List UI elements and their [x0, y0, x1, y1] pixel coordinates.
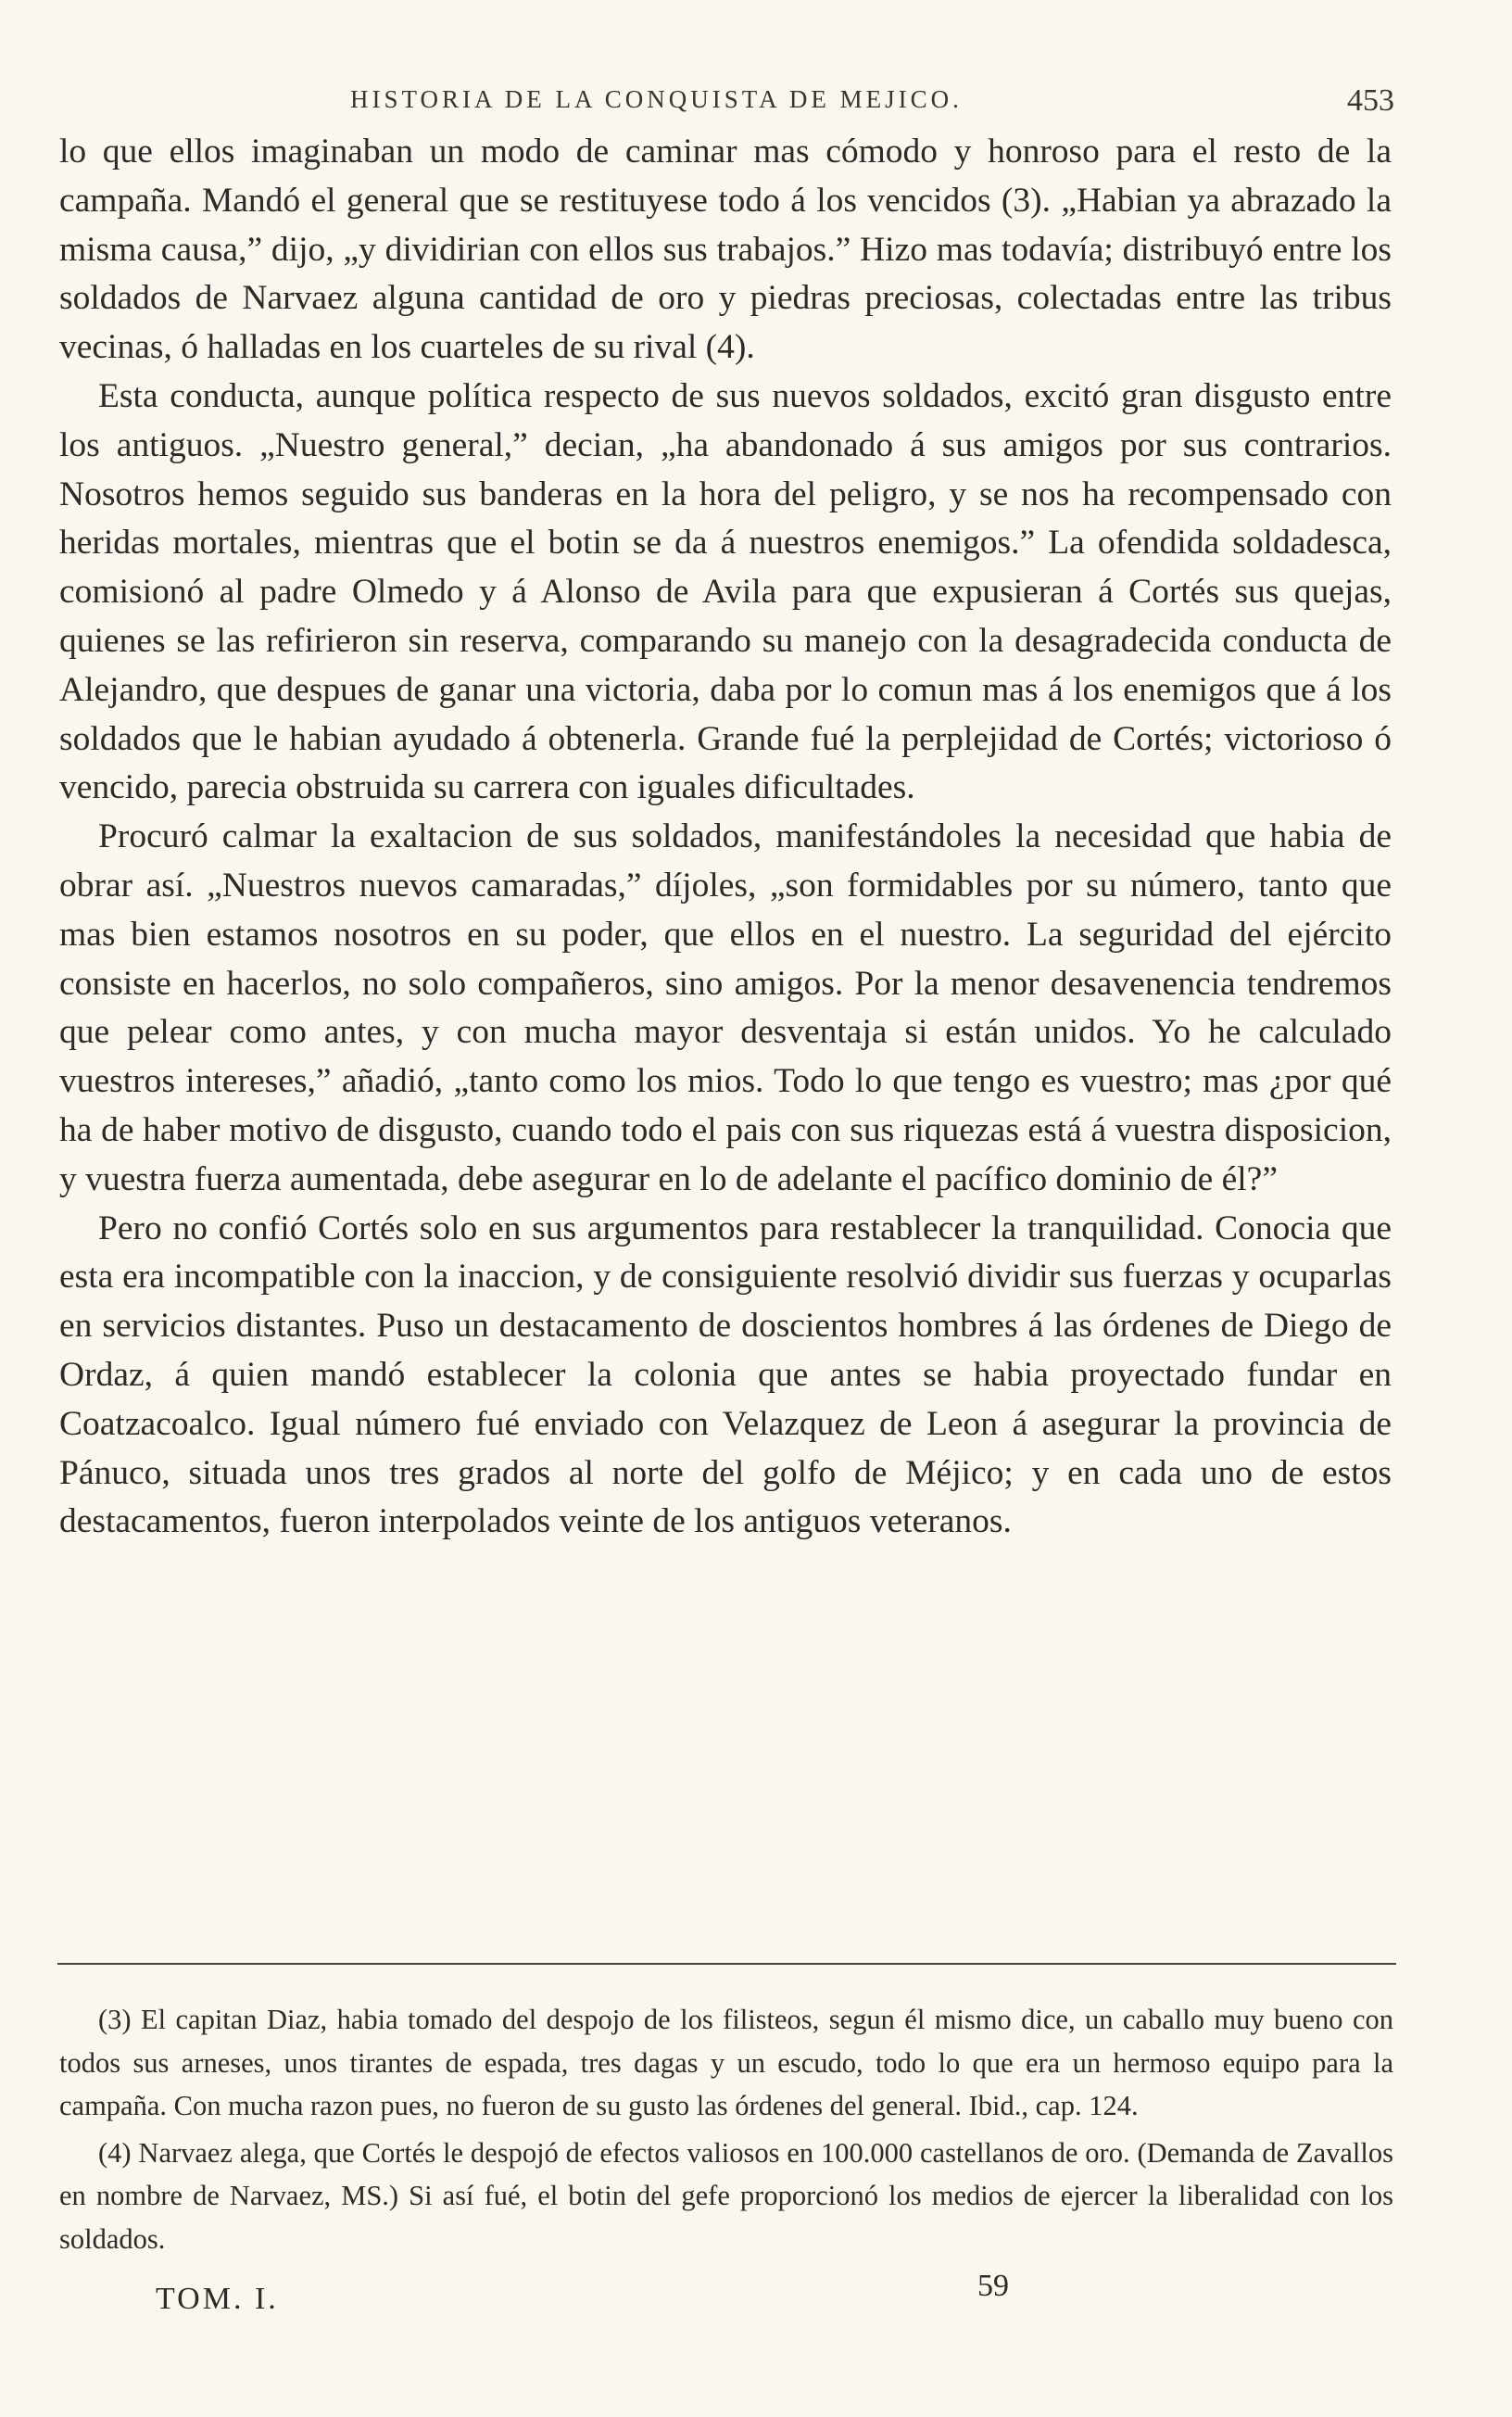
footnote-divider — [57, 1963, 1396, 1965]
footnotes — [59, 1998, 1393, 2264]
sheet-number: 59 — [977, 2269, 1009, 2303]
page-header — [0, 85, 1512, 130]
page-number: 453 — [1347, 83, 1394, 118]
main-text — [59, 128, 1392, 1547]
footnote: (4) Narvaez alega, que Cortés le despojó de efectos valiosos en 100.000 castellanos de oro. (Demanda de Zavallos en nombre de Narvaez, MS.) Si así fué, el botin del gefe proporcionó los medios de ejercer la liberalidad con los soldados. — [59, 2136, 1393, 2255]
paragraph: lo que ellos imaginaban un modo de caminar mas cómodo y honroso para el resto de la campaña. Mandó el general que se restituyese todo á los vencidos (3). „Habian ya abrazado la misma causa,” dijo, „y dividirian con ellos sus trabajos.” Hizo mas todavía; distribuyó entre los soldados de Narvaez alguna cantidad de oro y piedras preciosas, colectadas entre las tribus vecinas, ó halladas en los cuarteles de su rival (4). — [59, 133, 1392, 367]
paragraph: Procuró calmar la exaltacion de sus soldados, manifestándoles la necesidad que habia de obrar así. „Nuestros nuevos camaradas,” díjoles, „son formidables por su número, tanto que mas bien estamos nosotros en su poder, que ellos en el nuestro. La seguridad del ejército consiste en hacerlos, no solo compañeros, sino amigos. Por la menor desavenencia tendremos que pelear como antes, y con mucha mayor desventaja si están unidos. Yo he calculado vuestros intereses,” añadió, „tanto como los mios. Todo lo que tengo es vuestro; mas ¿por qué ha de haber motivo de disgusto, cuando todo el pais con sus riquezas está á vuestra disposicion, y vuestra fuerza aumentada, debe asegurar en lo de adelante el pacífico dominio de él?” — [59, 817, 1392, 1198]
running-title: HISTORIA DE LA CONQUISTA DE MEJICO. — [350, 85, 963, 113]
page-footer — [0, 2269, 1512, 2337]
paragraph: Esta conducta, aunque política respecto de sus nuevos soldados, excitó gran disgusto entre los antiguos. „Nuestro general,” decian, „ha abandonado á sus amigos por sus contrarios. Nosotros hemos seguido sus banderas en la hora del peligro, y se nos ha recompensado con heridas mortales, mientras que el botin se da á nuestros enemigos.” La ofendida soldadesca, comisionó al padre Olmedo y á Alonso de Avila para que expusieran á Cortés sus quejas, quienes se las refirieron sin reserva, comparando su manejo con la desagradecida conducta de Alejandro, que despues de ganar una victoria, daba por lo comun mas á los enemigos que á los soldados que le habian ayudado á obtenerla. Grande fué la perplejidad de Cortés; victorioso ó vencido, parecia obstruida su carrera con iguales dificultades. — [59, 376, 1392, 807]
paragraph: Pero no confió Cortés solo en sus argumentos para restablecer la tranquilidad. Conocia que esta era incompatible con la inaccion, y de consiguiente resolvió dividir sus fuerzas y ocuparlas en servicios distantes. Puso un destacamento de doscientos hombres á las órdenes de Diego de Ordaz, á quien mandó establecer la colonia que antes se habia proyectado fundar en Coatzacoalco. Igual número fué enviado con Velazquez de Leon á asegurar la provincia de Pánuco, situada unos tres grados al norte del golfo de Méjico; y en cada uno de estos destacamentos, fueron interpolados veinte de los antiguos veteranos. — [59, 1208, 1392, 1541]
volume-signature: TOM. I. — [156, 2282, 279, 2316]
footnote: (3) El capitan Diaz, habia tomado del despojo de los filisteos, segun él mismo dice, un caballo muy bueno con todos sus arneses, unos tirantes de espada, tres dagas y un escudo, todo lo que era un hermoso equipo para la campaña. Con mucha razon pues, no fueron de su gusto las órdenes del general. Ibid., cap. 124. — [59, 2004, 1393, 2121]
